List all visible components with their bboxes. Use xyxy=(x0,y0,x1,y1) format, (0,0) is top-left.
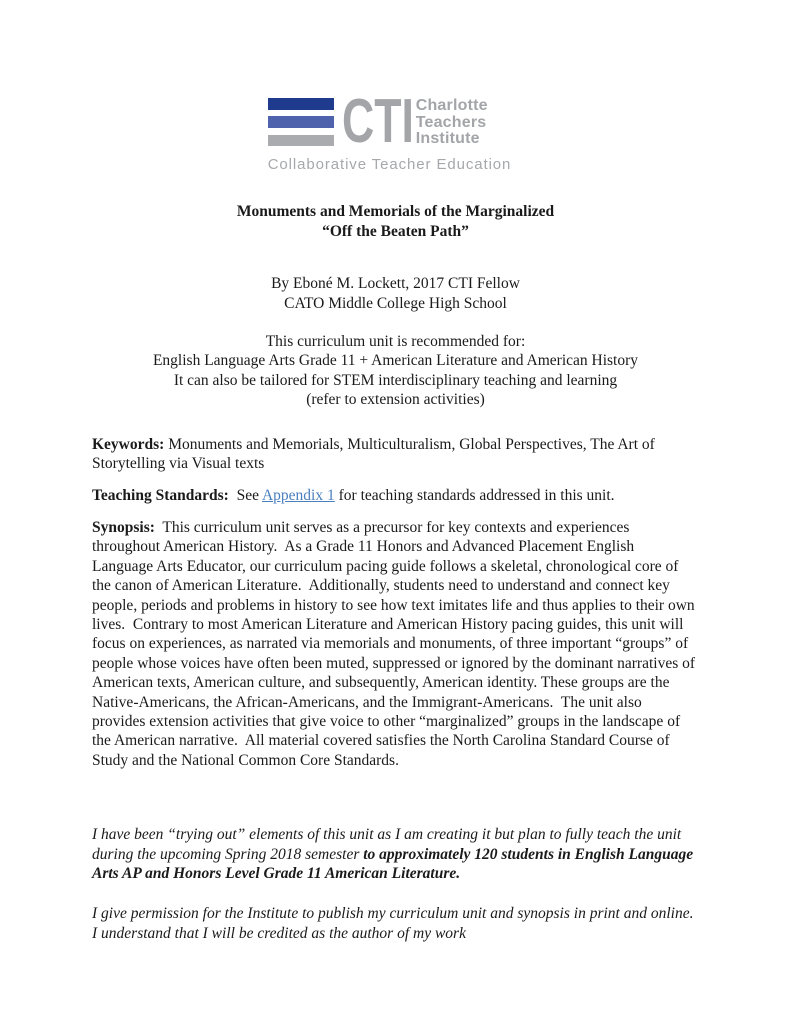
teaching-standards-pre-text: See xyxy=(228,487,262,505)
logo-bar-middle xyxy=(268,116,334,128)
teaching-standards-paragraph xyxy=(92,486,699,505)
logo-bar-bottom xyxy=(268,135,334,147)
author-byline xyxy=(92,274,699,313)
author-line: By Eboné M. Lockett, 2017 CTI Fellow xyxy=(271,275,520,293)
keywords-label: Keywords: xyxy=(92,435,165,453)
logo-institute-name xyxy=(416,98,488,146)
teaching-plan-note-bold: to approximately 120 students in English Language Arts AP and Honors Level Grade 11 American Literature. xyxy=(92,845,697,882)
cti-logo-row xyxy=(268,87,512,156)
synopsis-text: This curriculum unit serves as a precursor for key contexts and experiences throughout American History. As a Grade 11 Honors and Advanced Placement English Language Arts Educator, our curriculum pacing guide follows a skeletal, chronological core of the canon of American Literature. Additionally, students need to understand and connect key people, periods and problems in history to see how text imitates life and thus applies to their own lives. Contrary to most American Literature and American History pacing guides, this unit will focus on experiences, as narrated via memorials and monuments, of three important “groups” of people whose voices have often been muted, suppressed or ignored by the dominant narratives of American texts, American culture, and subsequently, American identity. These groups are the Native-Americans, the African-Americans, and the Immigrant-Americans. The unit also provides extension activities that give voice to other “marginalized” groups in the landscape of the American narrative. All material covered satisfies the North Carolina Standard Course of Study and the National Common Core Standards. xyxy=(92,518,699,769)
document-title xyxy=(92,202,699,241)
cti-logo xyxy=(268,0,512,174)
logo-tagline: Collaborative Teacher Education xyxy=(267,156,512,173)
logo-bar-top xyxy=(268,98,334,110)
synopsis-paragraph xyxy=(92,518,699,770)
logo-bars-icon xyxy=(268,98,334,146)
recommendation-line-3: It can also be tailored for STEM interdisciplinary teaching and learning xyxy=(173,371,618,389)
teaching-plan-note-normal: I have been “trying out” elements of this unit as I am creating it but plan to fully teach the unit during the upcoming Spring 2018 semester xyxy=(92,826,686,863)
teaching-standards-post-text: for teaching standards addressed in this unit. xyxy=(334,487,615,505)
document-title-line-2: “Off the Beaten Path” xyxy=(322,222,469,240)
appendix-1-link[interactable]: Appendix 1 xyxy=(261,487,335,505)
permission-note: I give permission for the Institute to publish my curriculum unit and synopsis in print and online. I understand that I will be credited as the author of my work xyxy=(92,905,698,942)
teaching-standards-label: Teaching Standards: xyxy=(92,487,229,505)
recommendation-line-1: This curriculum unit is recommended for: xyxy=(265,333,526,351)
recommendation-line-2: English Language Arts Grade 11 + American Literature and American History xyxy=(152,352,639,370)
keywords-paragraph xyxy=(92,435,699,474)
recommendation-block xyxy=(92,332,699,410)
teaching-plan-note xyxy=(92,825,699,883)
logo-name-line-3: Institute xyxy=(415,130,480,147)
recommendation-line-4: (refer to extension activities) xyxy=(306,391,485,409)
synopsis-label: Synopsis: xyxy=(92,518,155,536)
school-line: CATO Middle College High School xyxy=(284,294,507,312)
logo-name-line-1: Charlotte xyxy=(415,97,488,114)
logo-acronym: CTI xyxy=(341,87,414,156)
keywords-text: Monuments and Memorials, Multiculturalism, Global Perspectives, The Art of Storytelling via Visual texts xyxy=(92,435,659,473)
document-title-line-1: Monuments and Memorials of the Marginalized xyxy=(236,203,555,221)
logo-name-line-2: Teachers xyxy=(415,113,487,131)
